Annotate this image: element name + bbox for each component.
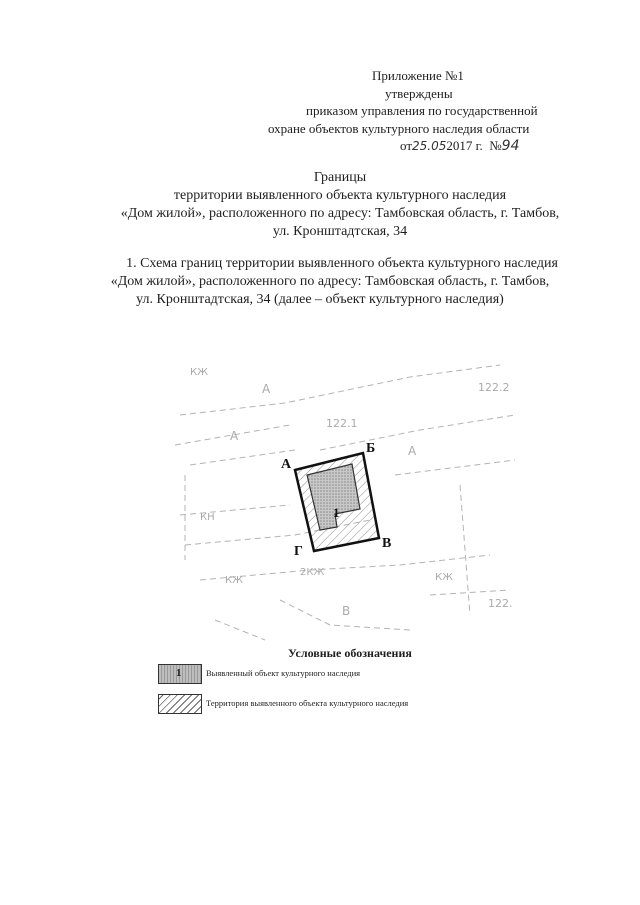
map-label: 122.1 bbox=[326, 417, 358, 430]
order-line-1: приказом управления по государственной bbox=[306, 103, 538, 118]
date-prefix: от bbox=[400, 138, 413, 153]
map-label: КЖ bbox=[190, 367, 208, 378]
map-label: 122.2 bbox=[478, 381, 510, 394]
map-label: КН bbox=[200, 512, 215, 523]
section-line-1: 1. Схема границ территории выявленного объекта культурного наследия bbox=[126, 256, 558, 271]
map-label: КЖ bbox=[225, 575, 243, 586]
title-line-3: «Дом жилой», расположенного по адресу: Тамбовская область, г. Тамбов, bbox=[120, 206, 560, 221]
legend-item-object-label: Выявленный объект культурного наследия bbox=[206, 668, 361, 678]
title-line-1: Границы bbox=[313, 170, 367, 185]
section-line-3: ул. Кронштадтская, 34 (далее – объект культурного наследия) bbox=[136, 292, 504, 307]
map-label: В bbox=[342, 604, 351, 618]
map-label: 2КЖ bbox=[300, 567, 325, 578]
map-label: А bbox=[408, 444, 417, 458]
map-label: 122. bbox=[488, 597, 513, 610]
handwritten-number: 94 bbox=[501, 138, 520, 154]
date-year: 2017 г. bbox=[446, 138, 483, 153]
number-prefix: № bbox=[489, 138, 502, 153]
object-swatch bbox=[158, 664, 202, 684]
corner-label-a: А bbox=[281, 457, 292, 472]
order-date-line bbox=[400, 138, 519, 154]
swatch-number: 1 bbox=[176, 667, 182, 679]
section-line-2: «Дом жилой», расположенного по адресу: Тамбовская область, г. Тамбов, bbox=[110, 274, 550, 289]
handwritten-date: 25.05 bbox=[412, 139, 447, 153]
corner-label-v: В bbox=[382, 536, 392, 551]
corner-label-g: Г bbox=[294, 544, 303, 559]
map-label: А bbox=[230, 429, 239, 443]
site-plan-scheme bbox=[170, 355, 530, 645]
title-line-2: территории выявленного объекта культурного наследия bbox=[173, 188, 507, 203]
legend-item-territory-label: Территория выявленного объекта культурного наследия bbox=[206, 698, 409, 708]
object-number: 1 bbox=[333, 505, 340, 520]
legend-title: Условные обозначения bbox=[288, 646, 412, 660]
territory-swatch bbox=[158, 694, 202, 714]
map-label: КЖ bbox=[435, 572, 453, 583]
appendix-label: Приложение №1 bbox=[372, 68, 464, 83]
title-line-4: ул. Кронштадтская, 34 bbox=[272, 224, 408, 239]
territory-boundary bbox=[295, 453, 379, 551]
corner-label-b: Б bbox=[366, 441, 376, 456]
map-label: А bbox=[262, 382, 271, 396]
approved-label: утверждены bbox=[385, 86, 453, 101]
order-line-2: охране объектов культурного наследия области bbox=[268, 121, 530, 136]
